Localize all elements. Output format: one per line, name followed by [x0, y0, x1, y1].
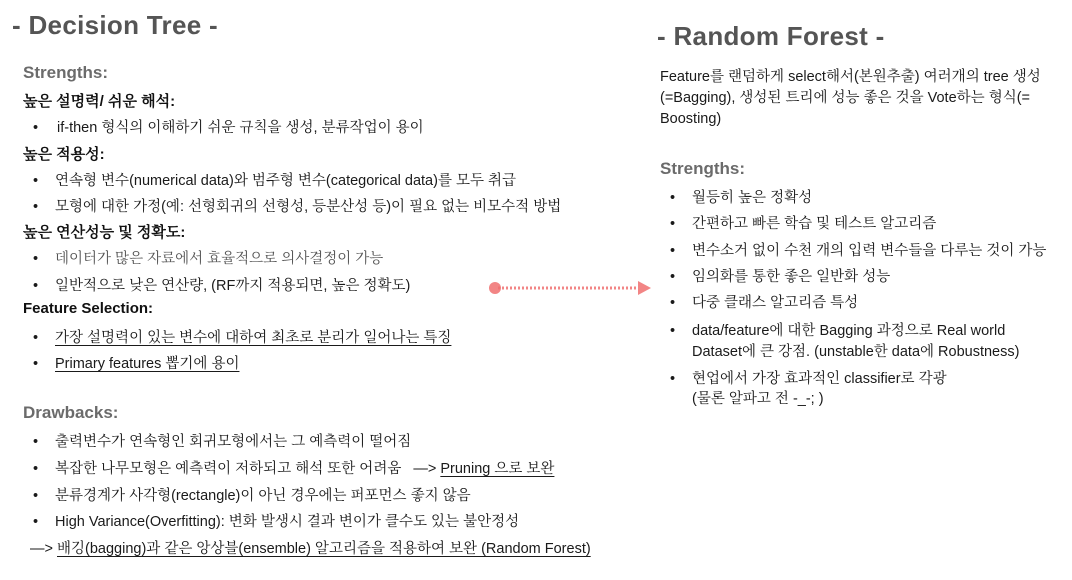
list-item: • if-then 형식의 이해하기 쉬운 규칙을 생성, 분류작업이 용이: [33, 120, 424, 136]
bullet-icon: •: [33, 199, 39, 215]
right-arrow-icon: [488, 276, 658, 300]
dt-heading-interpretability: 높은 설명력/ 쉬운 해석:: [23, 93, 176, 110]
list-item: • 출력변수가 연속형인 회귀모형에서는 그 예측력이 떨어짐: [33, 434, 412, 450]
bullet-icon: •: [33, 356, 39, 372]
bullet-icon: •: [33, 461, 39, 477]
dt-heading-applicability: 높은 적용성:: [23, 146, 105, 163]
bullet-icon: •: [33, 514, 39, 530]
list-item: • 간편하고 빠른 학습 및 테스트 알고리즘: [670, 216, 937, 232]
bullet-icon: •: [33, 278, 39, 294]
list-item-continuation: (물론 알파고 전 -_-; ): [692, 391, 824, 407]
list-item: • 현업에서 가장 효과적인 classifier로 각광: [670, 371, 947, 387]
list-item: • 데이터가 많은 자료에서 효율적으로 의사결정이 가능: [33, 251, 384, 267]
bullet-icon: •: [670, 216, 676, 232]
bullet-icon: •: [33, 173, 39, 189]
list-item: • 분류경계가 사각형(rectangle)이 아닌 경우에는 퍼포먼스 좋지 않음: [33, 488, 471, 504]
bullet-icon: •: [670, 371, 676, 387]
rf-strengths-label: Strengths:: [660, 159, 745, 178]
list-item: • 임의화를 통한 좋은 일반화 성능: [670, 269, 891, 285]
dt-strengths-label: Strengths:: [23, 63, 108, 82]
bullet-icon: •: [33, 488, 39, 504]
dt-heading-feature-selection: Feature Selection:: [23, 300, 154, 317]
list-item: • High Variance(Overfitting): 변화 발생시 결과 변이가 클수도 있는 불안정성: [33, 514, 520, 530]
list-item: • 변수소거 없이 수천 개의 입력 변수들을 다루는 것이 가능: [670, 243, 1047, 259]
list-item-continuation: Dataset에 큰 강점. (unstable한 data에 Robustness): [692, 344, 1020, 360]
bullet-icon: •: [33, 251, 39, 267]
list-item: • Primary features 뽑기에 용이: [33, 356, 240, 372]
list-item: • 월등히 높은 정확성: [670, 190, 813, 206]
pruning-arrow: —>: [413, 461, 441, 477]
pruning-note: Pruning 으로 보완: [440, 461, 555, 477]
bullet-icon: •: [33, 330, 39, 346]
decision-tree-title: - Decision Tree -: [12, 10, 218, 40]
dt-heading-performance: 높은 연산성능 및 정확도:: [23, 224, 186, 241]
list-item: • 연속형 변수(numerical data)와 범주형 변수(categorical data)를 모두 취급: [33, 173, 517, 189]
drawbacks-footer: [30, 537, 591, 558]
rf-description: Feature를 랜덤하게 select해서(본원추출) 여러개의 tree 생성(=Bagging), 생성된 트리에 성능 좋은 것을 Vote하는 형식(= Boosting): [660, 69, 1041, 127]
ensemble-note: 배깅(bagging)과 같은 앙상블(ensemble) 알고리즘을 적용하여 보완 (Random Forest): [57, 541, 591, 557]
random-forest-title: - Random Forest -: [657, 21, 885, 51]
bullet-icon: •: [670, 243, 676, 259]
list-item: • data/feature에 대한 Bagging 과정으로 Real world: [670, 323, 1006, 339]
list-item: • 다중 클래스 알고리즘 특성: [670, 295, 859, 311]
footer-arrow: —>: [30, 541, 57, 557]
list-item: • 일반적으로 낮은 연산량, (RF까지 적용되면, 높은 정확도): [33, 278, 411, 294]
dt-drawbacks-label: Drawbacks:: [23, 403, 119, 422]
bullet-icon: •: [670, 295, 676, 311]
bullet-icon: •: [33, 434, 39, 450]
list-item: • 가장 설명력이 있는 변수에 대하여 최초로 분리가 일어나는 특징: [33, 330, 452, 346]
bullet-icon: •: [670, 190, 676, 206]
list-item: • 복잡한 나무모형은 예측력이 저하되고 해석 또한 어려움 —> Pruning 으로 보완: [33, 461, 555, 477]
bullet-icon: •: [670, 269, 676, 285]
bullet-icon: •: [33, 120, 39, 136]
bullet-icon: •: [670, 323, 676, 339]
list-item: • 모형에 대한 가정(예: 선형회귀의 선형성, 등분산성 등)이 필요 없는 비모수적 방법: [33, 199, 562, 215]
